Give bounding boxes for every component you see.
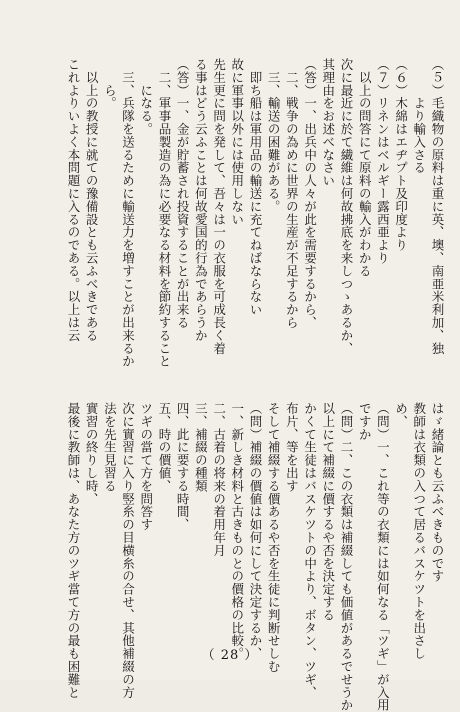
text-line: ですか — [357, 402, 373, 441]
text-line: 二、軍事品製造の為に必要なる材料を節約すること — [156, 58, 172, 368]
text-line: ら。 — [102, 58, 118, 110]
text-line: る事はどう云ふことは何故愛国的行為であらうか — [193, 58, 209, 342]
text-line: 最後に教師は、あなた方のツギ當て方の最も困難と — [65, 402, 81, 699]
text-line: 教師は衣類の入つて居るバスケツトを出さし — [411, 402, 427, 660]
text-line: 即ち船は軍用品の輸送に充てねばならない — [247, 58, 263, 316]
text-line: 其理由をお述べなさい — [320, 58, 336, 187]
text-line: （問）一、これ等の衣類には如何なる「ツギ」が入用 — [375, 402, 391, 712]
text-line: 故に軍事以外には使用しない — [229, 58, 245, 226]
text-line: め、 — [393, 402, 409, 428]
text-line: 布片、等を出す — [284, 402, 300, 493]
text-line: （７）リネンはベルギー露西亜より — [375, 58, 391, 265]
text-line: これよりいよく本問題に入るのである。以上は云 — [65, 58, 81, 342]
text-line: 先生更に問を発して、吾々は一の衣服を可成長く着 — [211, 58, 227, 355]
text-line: ツギの當て方を問答す — [138, 402, 154, 531]
text-line: 二、戦争の為めに世界の生産が不足するから — [284, 58, 300, 329]
text-line: 次に最近に於て繊維は何故拂底を来しつゝあるか、 — [338, 58, 354, 355]
text-line: 以上の問答にて原料の輸入がわかる — [357, 58, 373, 278]
text-line: 以上にて補綴に價するや否を決定する — [320, 402, 336, 622]
text-line: 實習の終りし時、 — [84, 402, 100, 506]
text-line: 三、兵隊を送るために輸送力を増すことが出来るか — [120, 58, 136, 368]
text-line: 三、補綴の種類 — [193, 402, 209, 493]
text-line: 二、古着の将来の着用年月 — [211, 402, 227, 557]
text-line: 三、輸送の困難がある。 — [266, 58, 282, 213]
text-line: より輸入さる — [411, 58, 427, 175]
text-line: （答）一、金が貯蓄され投資することが出来る — [175, 58, 191, 329]
text-line: 一、新しき材料と古きものとの價格の比較。 — [229, 402, 245, 660]
text-line: 以上の教授に就ての豫備設とも云ふべきである — [84, 58, 100, 342]
text-line: （５）毛織物の原料は重に英、墺、南亜米利加、独 — [430, 58, 445, 355]
text-line: 次に實習に入り竪糸の目横糸の合せ、其他補綴の方 — [120, 402, 136, 699]
text-line: になる。 — [138, 58, 154, 136]
text-line: はゞ緒論とも云ふべきものです — [430, 402, 445, 583]
text-line: （６）木綿はエヂプト及印度より — [393, 58, 409, 252]
text-line: かくて生徒はバスケツトの中より、ボタン、ツギ、 — [302, 402, 318, 699]
text-line: 四、此に要する時間、 — [175, 402, 191, 531]
text-line: （問）二、この衣類は補綴しても価値があるでせうか — [338, 402, 354, 712]
text-line: 五、時の價値、 — [156, 402, 172, 493]
text-line: 法を先生見習る — [102, 402, 118, 493]
text-line: そして補綴する價あるや否を生徒に判断せしむ — [266, 402, 282, 673]
page-number: （ 28 ） — [201, 648, 259, 663]
upper-text-block — [14, 58, 446, 418]
text-line: （問）補綴の價値は如何にして決定するか、 — [247, 402, 263, 660]
text-line: （答）一、出兵中の人々が此を需要するから、 — [302, 58, 318, 329]
